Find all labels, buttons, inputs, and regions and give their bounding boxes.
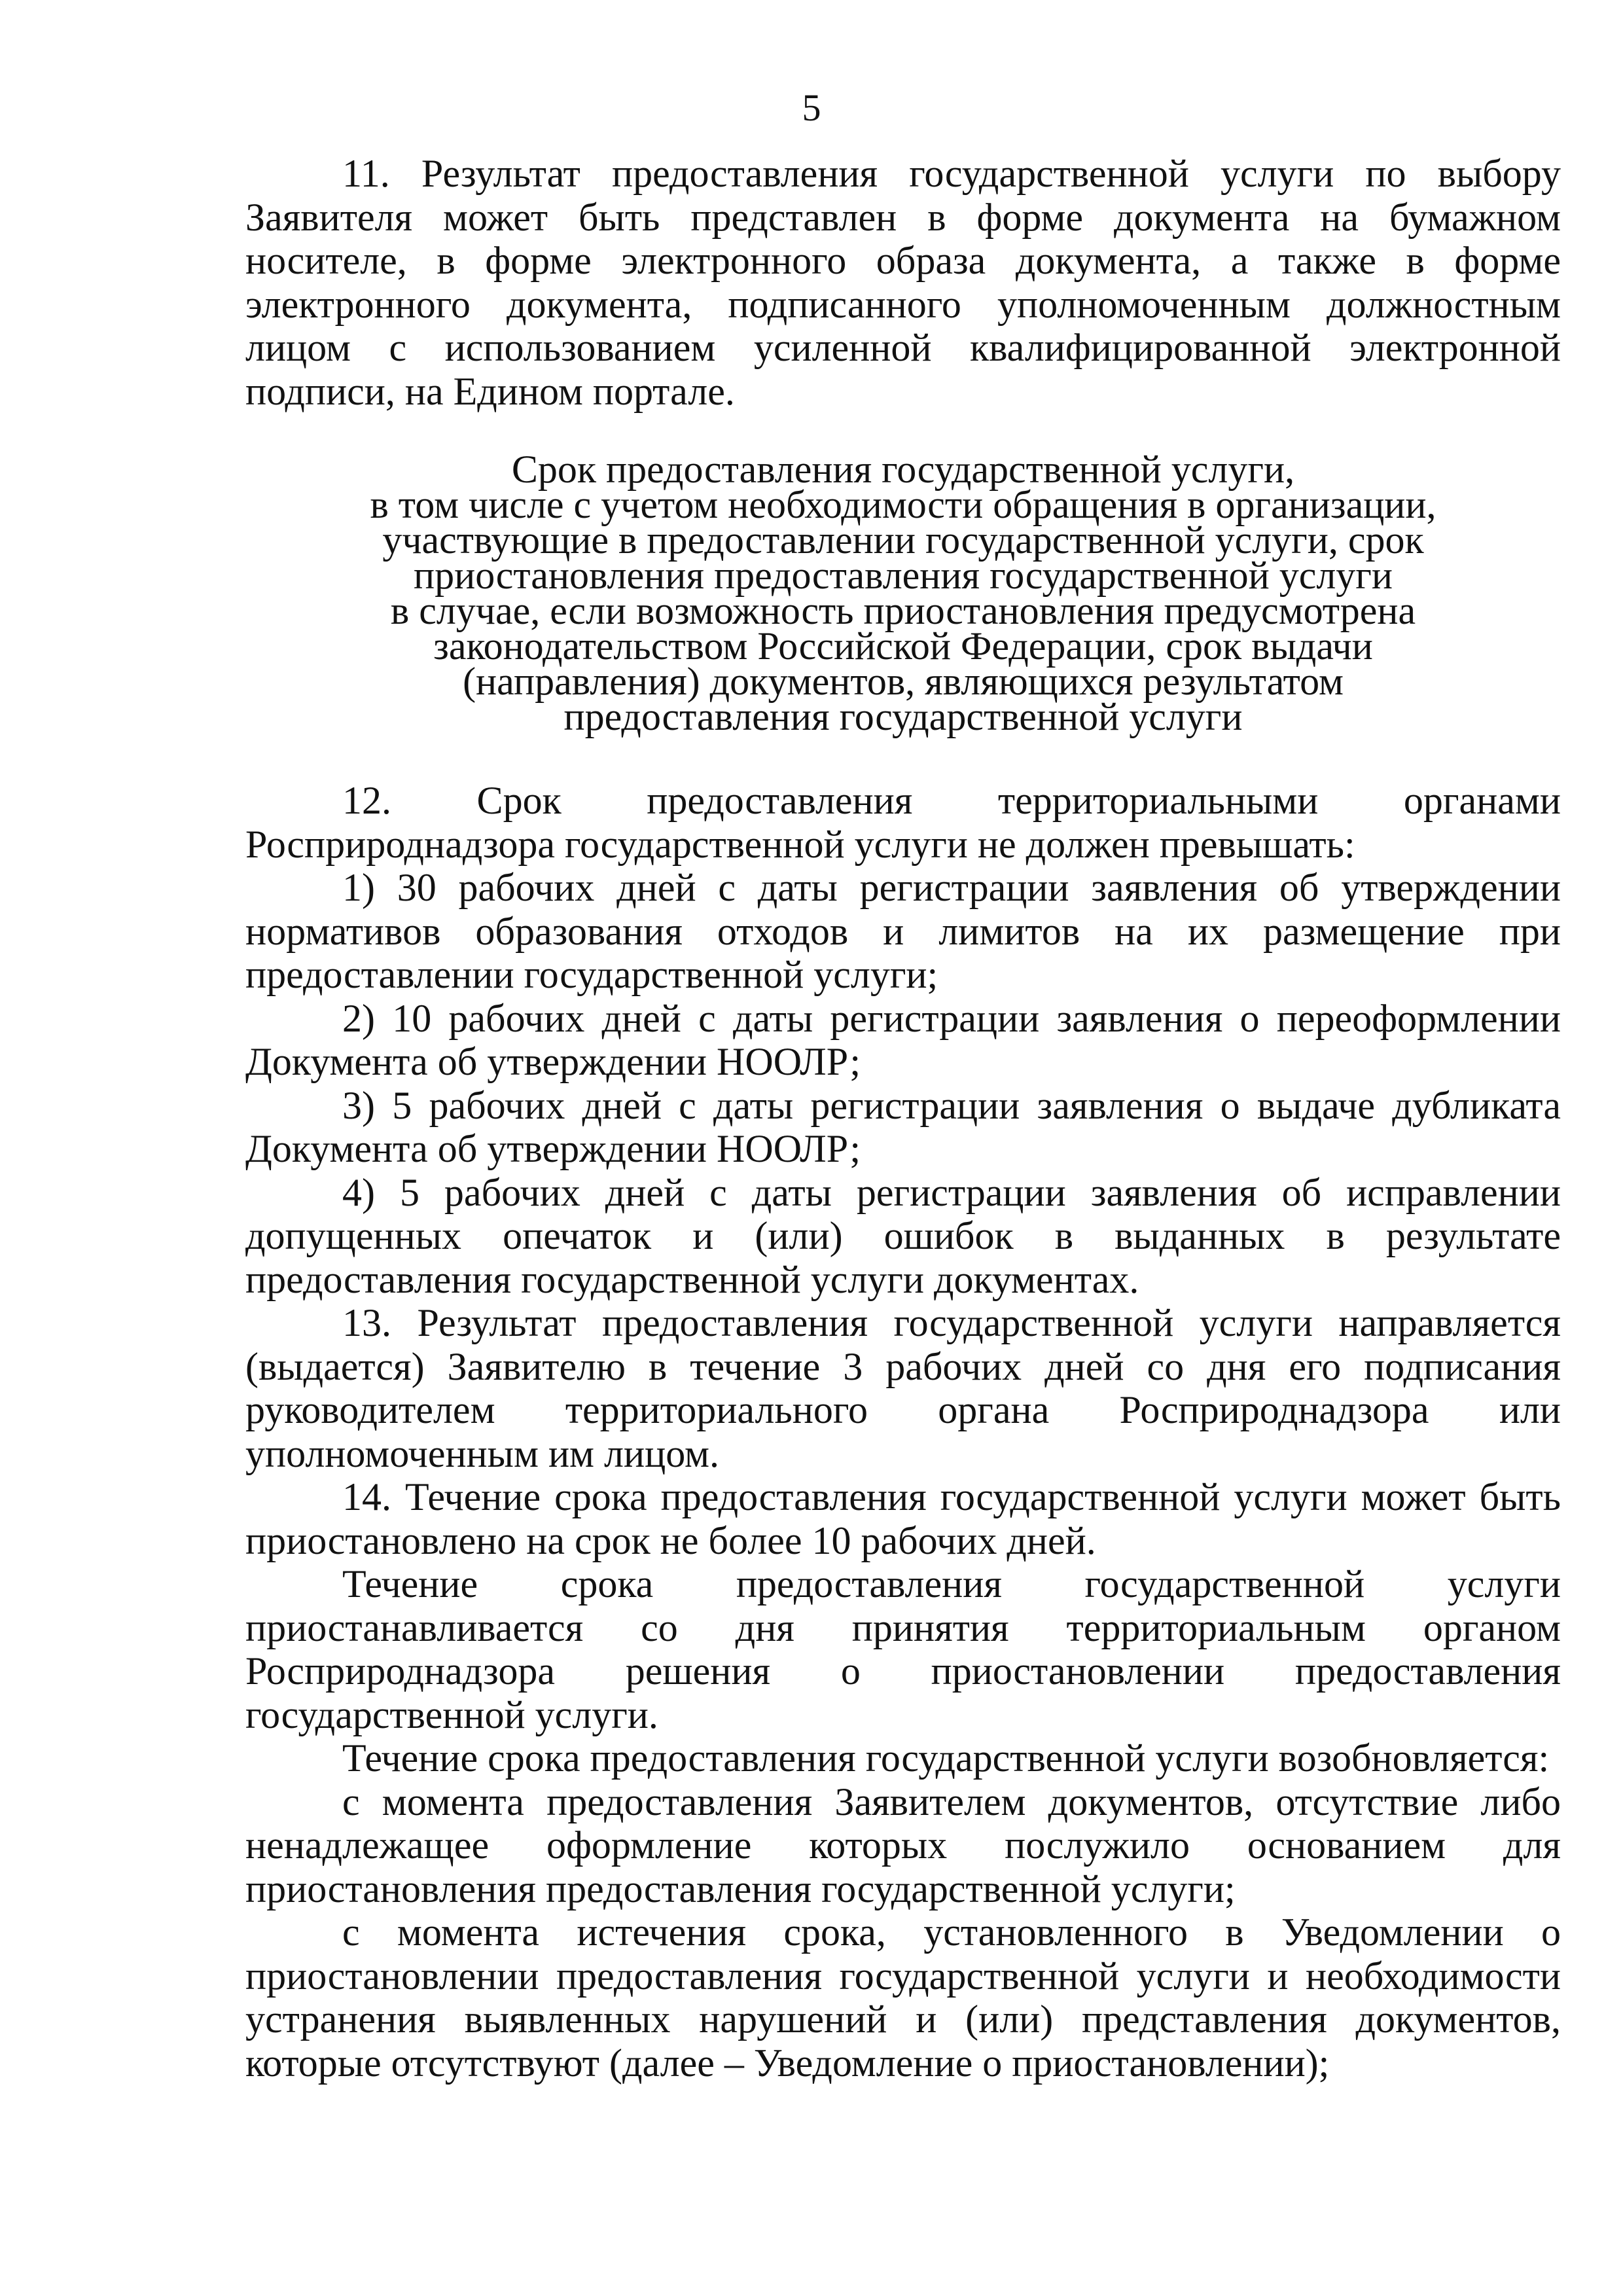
heading-line: в случае, если возможность приостановления предусмотрена <box>390 589 1416 632</box>
list-item-4: 4) 5 рабочих дней с даты регистрации заявления об исправлении допущенных опечаток и (или) ошибок в выданных в результате предоставления государственной услуги документах. <box>245 1170 1561 1301</box>
resumption-item-1: с момента предоставления Заявителем документов, отсутствие либо ненадлежащее оформление которых послужило основанием для приостановления предоставления государственной услуги; <box>245 1780 1561 1910</box>
heading-line: законодательством Российской Федерации, срок выдачи <box>433 624 1373 668</box>
heading-line: (направления) документов, являющихся результатом <box>463 660 1344 703</box>
heading-line: участвующие в предоставлении государственной услуги, срок <box>382 518 1424 562</box>
resumption-item-2: с момента истечения срока, установленного в Уведомлении о приостановлении предоставления государственной услуги и необходимости устранения выявленных нарушений и (или) представления документов, которые отсутствуют (далее – Уведомление о приостановлении); <box>245 1910 1561 2085</box>
list-item-1: 1) 30 рабочих дней с даты регистрации заявления об утверждении нормативов образования отходов и лимитов на их размещение при предоставлении государственной услуги; <box>245 866 1561 996</box>
heading-line: приостановления предоставления государственной услуги <box>414 554 1393 597</box>
section-result <box>245 152 1561 413</box>
paragraph-14: 14. Течение срока предоставления государственной услуги может быть приостановлено на срок не более 10 рабочих дней. <box>245 1475 1561 1562</box>
section-heading <box>245 448 1561 738</box>
paragraph-resumption: Течение срока предоставления государственной услуги возобновляется: <box>342 1736 1550 1780</box>
paragraph-11: 11. Результат предоставления государственной услуги по выбору Заявителя может быть представлен в форме документа на бумажном носителе, в форме электронного образа документа, а также в форме электронного документа, подписанного уполномоченным должностным лицом с использованием усиленной квалифицированной электронной подписи, на Едином портале. <box>245 152 1561 413</box>
section-terms <box>245 779 1561 2085</box>
heading-line: предоставления государственной услуги <box>563 695 1243 738</box>
page-number: 5 <box>802 86 821 129</box>
paragraph-suspension: Течение срока предоставления государственной услуги приостанавливается со дня принятия территориальным органом Росприроднадзора решения о приостановлении предоставления государственной услуги. <box>245 1562 1561 1736</box>
list-item-2: 2) 10 рабочих дней с даты регистрации заявления о переоформлении Документа об утверждении НООЛР; <box>245 996 1561 1083</box>
list-item-3: 3) 5 рабочих дней с даты регистрации заявления о выдаче дубликата Документа об утверждении НООЛР; <box>245 1083 1561 1170</box>
heading-line: Срок предоставления государственной услуги, <box>511 448 1295 491</box>
paragraph-12: 12. Срок предоставления территориальными органами Росприроднадзора государственной услуги не должен превышать: <box>245 779 1561 866</box>
paragraph-13: 13. Результат предоставления государственной услуги направляется (выдается) Заявителю в течение 3 рабочих дней со дня его подписания руководителем территориального органа Росприроднадзора или уполномоченным им лицом. <box>245 1301 1561 1475</box>
heading-line: в том числе с учетом необходимости обращения в организации, <box>370 483 1436 526</box>
